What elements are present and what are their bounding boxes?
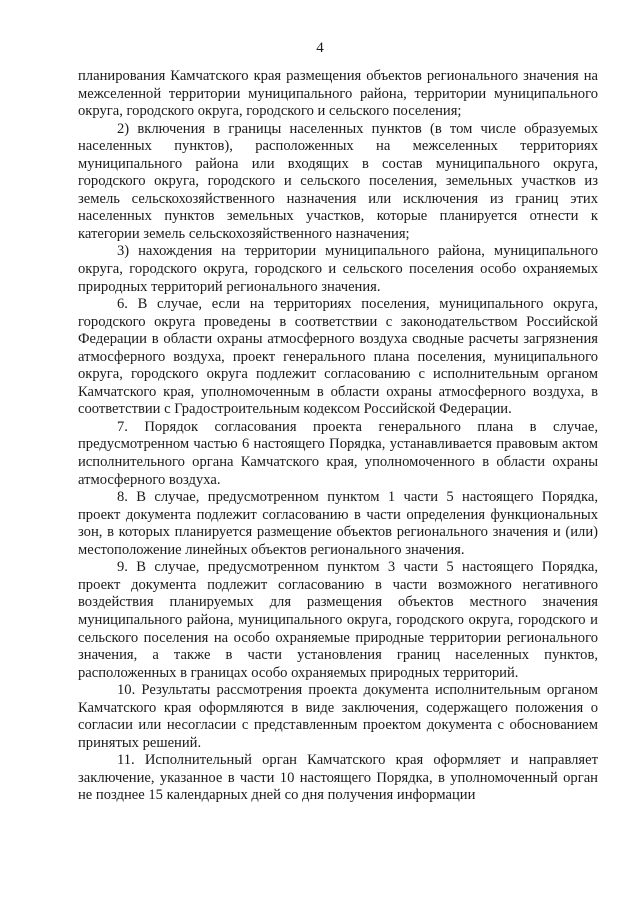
paragraph-continuation: планирования Камчатского края размещения объектов регионального значения на межселенной территории муниципального района, территории муниципального округа, городского округа, городского и сельского поселения; — [78, 68, 598, 120]
paragraph-clause-8: 8. В случае, предусмотренном пунктом 1 части 5 настоящего Порядка, проект документа подлежит согласованию в части определения функциональных зон, в которых планируется размещение объектов регионального значения и (или) местоположение линейных объектов регионального значения. — [78, 489, 598, 558]
paragraph-item-3: 3) нахождения на территории муниципального района, муниципального округа, городского округа, городского и сельского поселения особо охраняемых природных территорий регионального значения. — [78, 243, 598, 295]
paragraph-clause-11: 11. Исполнительный орган Камчатского края оформляет и направляет заключение, указанное в части 10 настоящего Порядка, в уполномоченный орган не позднее 15 календарных дней со дня получения информации — [78, 752, 598, 804]
paragraph-clause-6: 6. В случае, если на территориях поселения, муниципального округа, городского округа проведены в соответствии с законодательством Российской Федерации в области охраны атмосферного воздуха сводные расчеты загрязнения атмосферного воздуха, проект генерального плана поселения, муниципального округа, городского округа подлежит согласованию с исполнительным органом Камчатского края, уполномоченным в области охраны атмосферного воздуха, в соответствии с Градостроительным кодексом Российской Федерации. — [78, 296, 598, 418]
paragraph-clause-9: 9. В случае, предусмотренном пунктом 3 части 5 настоящего Порядка, проект документа подлежит согласованию в части возможного негативного воздействия планируемых для размещения объектов местного значения муниципального района, муниципального округа, городского округа, городского и сельского поселения на особо охраняемые природные территории регионального значения, а также в части установления границ населенных пунктов, расположенных в границах особо охраняемых природных территорий. — [78, 559, 598, 681]
document-body — [78, 68, 598, 805]
paragraph-clause-10: 10. Результаты рассмотрения проекта документа исполнительным органом Камчатского края оформляются в виде заключения, содержащего положения о согласии или несогласии с представленным проектом документа с обоснованием принятых решений. — [78, 682, 598, 751]
paragraph-clause-7: 7. Порядок согласования проекта генерального плана в случае, предусмотренном частью 6 настоящего Порядка, устанавливается правовым актом исполнительного органа Камчатского края, уполномоченного в области охраны атмосферного воздуха. — [78, 418, 598, 488]
page-number: 4 — [316, 40, 324, 56]
paragraph-item-2: 2) включения в границы населенных пунктов (в том числе образуемых населенных пунктов), расположенных на межселенных территориях муниципального района или входящих в состав муниципального округа, городского округа, городского и сельского поселения, земельных участков из земель сельскохозяйственного назначения или исключения из границ этих населенных пунктов земельных участков, которые планируется отнести к категории земель сельскохозяйственного назначения; — [78, 120, 598, 242]
